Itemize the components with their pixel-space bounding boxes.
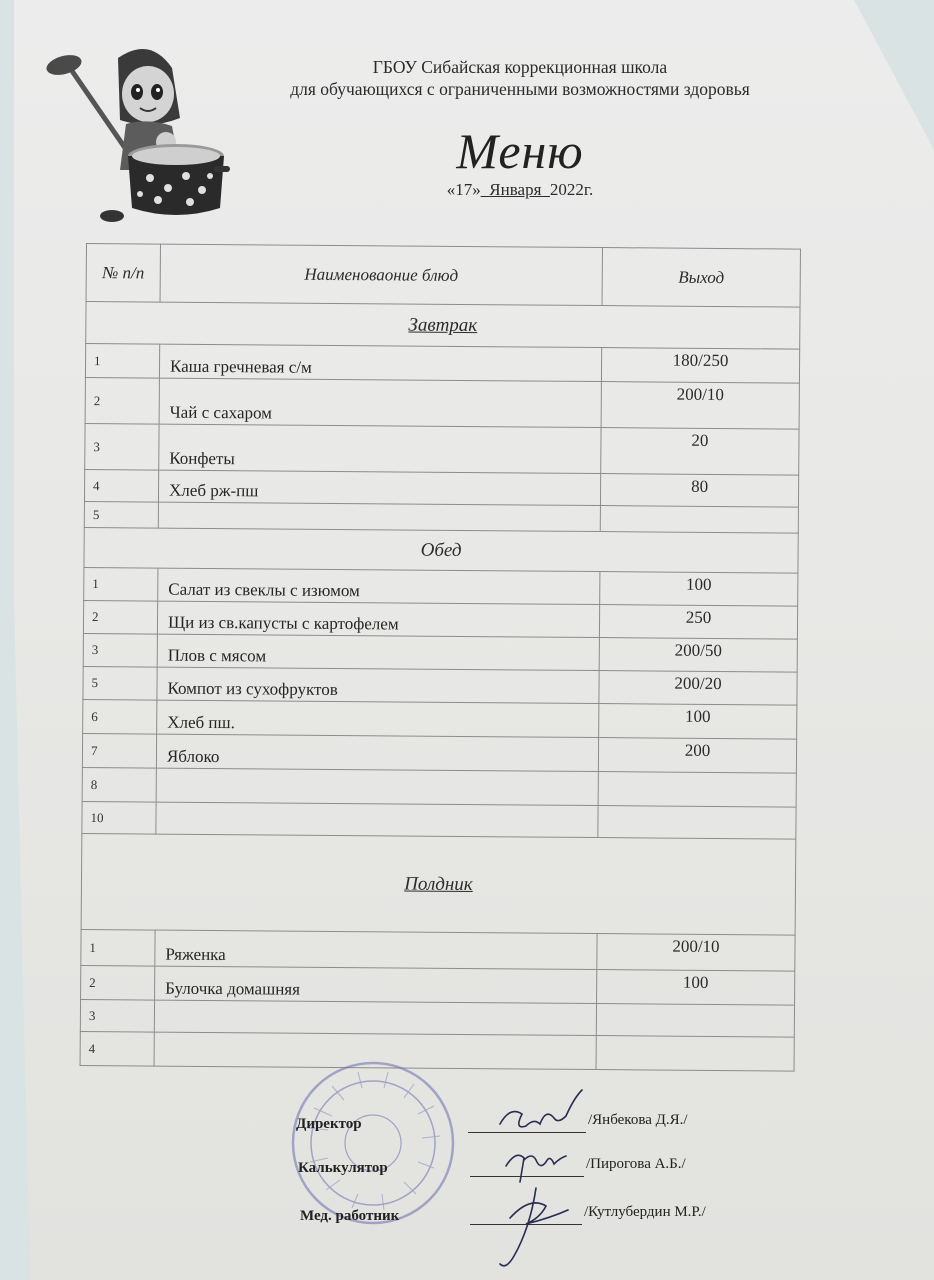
date-day: «17» xyxy=(446,180,481,199)
table-row: 1 Ряженка 200/10 xyxy=(81,929,795,971)
table-row: 4 xyxy=(80,1031,794,1071)
header xyxy=(180,56,860,200)
table-row: 3 Конфеты 20 xyxy=(85,423,799,475)
table-row: 2 Щи из св.капусты с картофелем 250 xyxy=(83,600,797,639)
table-row: 1 Каша гречневая с/м 180/250 xyxy=(85,344,799,384)
table-row: 7 Яблоко 200 xyxy=(82,733,796,773)
column-header-dish: Наименоваоние блюд xyxy=(160,244,602,305)
menu-date xyxy=(180,180,860,200)
date-year: 2022 xyxy=(549,180,584,199)
signature-role: Мед. работник xyxy=(300,1208,400,1224)
table-row: 2 Булочка домашняя 100 xyxy=(81,965,795,1005)
signature-role: Калькулятор xyxy=(298,1160,388,1176)
table-row: 3 xyxy=(80,999,794,1037)
signature-name: /Пирогова А.Б./ xyxy=(586,1156,686,1172)
page-title: Меню xyxy=(456,123,584,179)
column-header-number: № п/п xyxy=(86,244,160,303)
table-header-row xyxy=(86,244,800,308)
school-name-line-2: для обучающихся с ограниченными возможностями здоровья xyxy=(290,79,750,99)
column-header-portion: Выход xyxy=(602,248,800,308)
table-row: 4 Хлеб рж-пш 80 xyxy=(84,469,798,507)
signature-name: /Янбекова Д.Я./ xyxy=(588,1112,688,1128)
table-row: 10 xyxy=(82,801,796,839)
table-row: 6 Хлеб пш. 100 xyxy=(83,699,797,739)
table-row: 5 xyxy=(84,501,798,533)
section-row-breakfast xyxy=(86,302,800,350)
section-label: Завтрак xyxy=(408,314,478,336)
date-month: _Января_ xyxy=(480,180,550,199)
menu-table xyxy=(80,243,801,1072)
signature-role: Директор xyxy=(296,1116,362,1132)
signature-name: /Кутлубердин М.Р./ xyxy=(584,1204,706,1220)
table-row: 3 Плов с мясом 200/50 xyxy=(83,633,797,672)
section-label: Обед xyxy=(420,539,462,561)
section-label: Полдник xyxy=(404,873,473,895)
table-row: 2 Чай с сахаром 200/10 xyxy=(85,377,799,429)
school-name-line-1: ГБОУ Сибайская коррекционная школа xyxy=(372,57,668,77)
section-row-lunch xyxy=(84,527,798,573)
table-row: 8 xyxy=(82,767,796,807)
date-suffix: г. xyxy=(583,180,594,199)
section-row-snack xyxy=(81,833,796,935)
table-row: 1 Салат из свеклы с изюмом 100 xyxy=(84,567,798,606)
handwritten-signatures xyxy=(470,1078,600,1274)
table-row: 5 Компот из сухофруктов 200/20 xyxy=(83,666,797,705)
